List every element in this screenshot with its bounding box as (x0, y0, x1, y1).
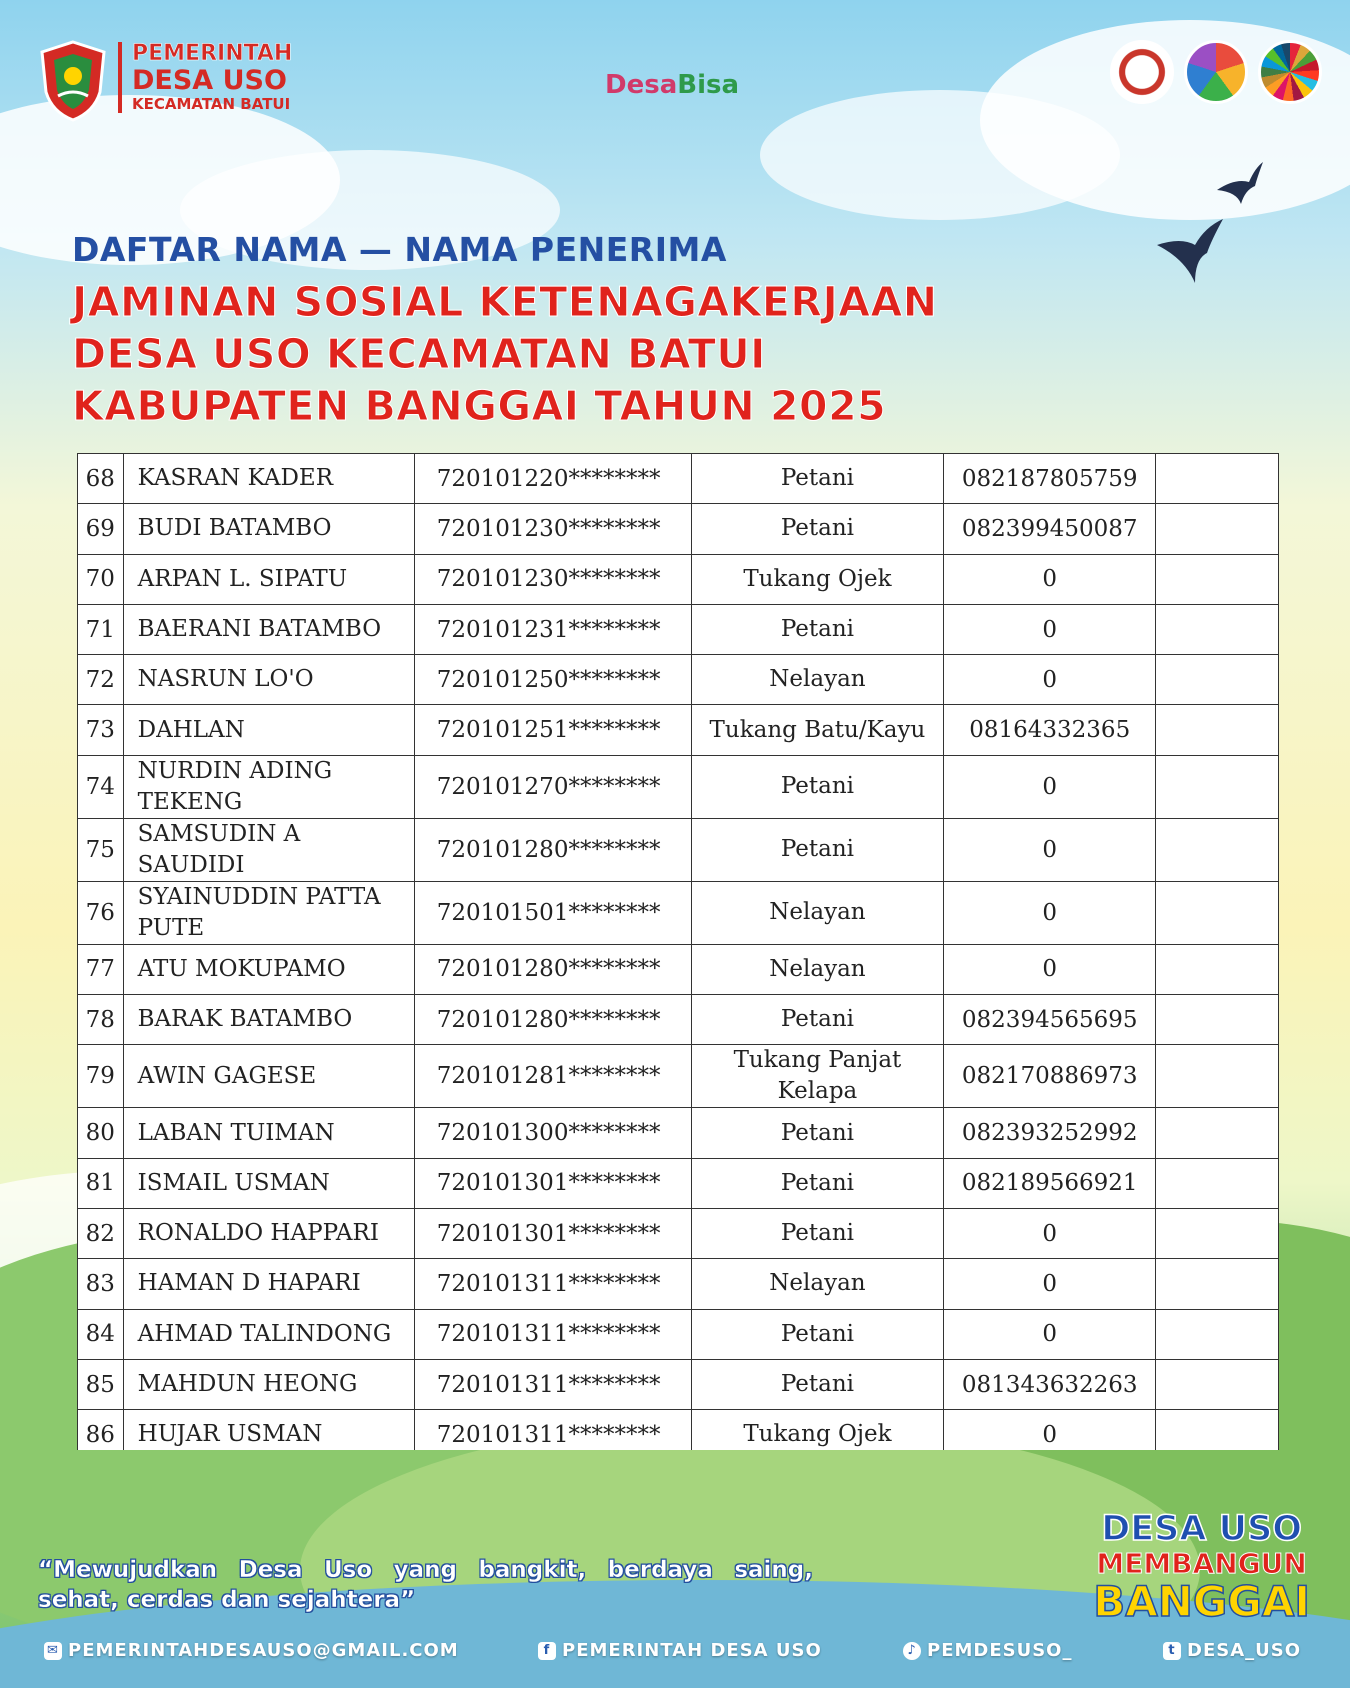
brand-line-3: KECAMATAN BATUI (132, 95, 291, 113)
empty-cell (1156, 755, 1279, 818)
table-row (78, 881, 1279, 944)
slogan-line-3: BANGGAI (1093, 1577, 1310, 1626)
empty-cell (1156, 1158, 1279, 1208)
recipient-nik: 720101280******** (414, 995, 691, 1045)
row-number: 79 (78, 1045, 124, 1108)
table-row (78, 554, 1279, 604)
ministry-logo-icon (1110, 40, 1174, 104)
recipient-nik: 720101230******** (414, 554, 691, 604)
recipient-occupation: Petani (691, 454, 944, 504)
bird-icon (1155, 215, 1225, 285)
row-number: 86 (78, 1410, 124, 1450)
footer-facebook[interactable] (538, 1640, 822, 1661)
village-brand (118, 42, 292, 113)
recipient-name: HAMAN D HAPARI (123, 1259, 414, 1309)
sdgs-wheel-icon (1258, 40, 1322, 104)
recipient-phone: 08164332365 (944, 705, 1156, 755)
recipient-occupation: Petani (691, 1359, 944, 1409)
recipient-occupation: Nelayan (691, 1259, 944, 1309)
recipient-name: LABAN TUIMAN (123, 1108, 414, 1158)
empty-cell (1156, 1045, 1279, 1108)
recipient-name: ATU MOKUPAMO (123, 944, 414, 994)
row-number: 68 (78, 454, 124, 504)
empty-cell (1156, 1410, 1279, 1450)
slogan-line-1: DESA USO (1101, 1509, 1303, 1549)
table-row (78, 604, 1279, 654)
recipient-nik: 720101311******** (414, 1309, 691, 1359)
row-number: 80 (78, 1108, 124, 1158)
footer-tiktok-text: PEMDESUSO_ (927, 1640, 1073, 1661)
empty-cell (1156, 1259, 1279, 1309)
table-row (78, 944, 1279, 994)
recipient-occupation: Petani (691, 755, 944, 818)
row-number: 81 (78, 1158, 124, 1208)
footer-email[interactable] (44, 1640, 459, 1661)
desa-cerdas-logo-icon (1184, 40, 1248, 104)
table-row (78, 655, 1279, 705)
footer-email-text: PEMERINTAHDESAUSO@GMAIL.COM (68, 1640, 459, 1661)
mail-icon: ✉ (44, 1642, 62, 1660)
recipient-phone: 0 (944, 881, 1156, 944)
row-number: 76 (78, 881, 124, 944)
recipient-name: ARPAN L. SIPATU (123, 554, 414, 604)
empty-cell (1156, 604, 1279, 654)
footer-twitter[interactable] (1163, 1640, 1301, 1661)
recipient-occupation: Tukang Batu/Kayu (691, 705, 944, 755)
title-line-3: DESA USO KECAMATAN BATUI (72, 330, 766, 378)
recipient-nik: 720101231******** (414, 604, 691, 654)
empty-cell (1156, 705, 1279, 755)
empty-cell (1156, 818, 1279, 881)
recipient-nik: 720101270******** (414, 755, 691, 818)
recipient-table-body (78, 454, 1279, 1451)
table-row (78, 1410, 1279, 1450)
recipient-name: NURDIN ADING TEKENG (123, 755, 414, 818)
contact-footer (0, 1640, 1350, 1670)
recipient-nik: 720101250******** (414, 655, 691, 705)
row-number: 71 (78, 604, 124, 654)
recipient-occupation: Petani (691, 995, 944, 1045)
recipient-nik: 720101311******** (414, 1410, 691, 1450)
empty-cell (1156, 1359, 1279, 1409)
table-row (78, 454, 1279, 504)
recipient-phone: 082399450087 (944, 504, 1156, 554)
table-row (78, 705, 1279, 755)
footer-facebook-text: PEMERINTAH DESA USO (562, 1640, 822, 1661)
recipient-phone: 081343632263 (944, 1359, 1156, 1409)
recipient-name: SAMSUDIN A SAUDIDI (123, 818, 414, 881)
empty-cell (1156, 1309, 1279, 1359)
table-row (78, 1309, 1279, 1359)
empty-cell (1156, 881, 1279, 944)
recipient-occupation: Tukang Ojek (691, 1410, 944, 1450)
recipient-name: DAHLAN (123, 705, 414, 755)
recipient-nik: 720101301******** (414, 1208, 691, 1258)
recipient-table (77, 453, 1279, 1450)
row-number: 72 (78, 655, 124, 705)
recipient-phone: 0 (944, 604, 1156, 654)
title-line-2: JAMINAN SOSIAL KETENAGAKERJAAN (72, 278, 938, 326)
row-number: 73 (78, 705, 124, 755)
table-row (78, 1259, 1279, 1309)
empty-cell (1156, 944, 1279, 994)
recipient-phone: 082393252992 (944, 1108, 1156, 1158)
recipient-phone: 082394565695 (944, 995, 1156, 1045)
recipient-phone: 0 (944, 944, 1156, 994)
recipient-occupation: Tukang Ojek (691, 554, 944, 604)
facebook-icon: f (538, 1642, 556, 1660)
table-row (78, 1108, 1279, 1158)
recipient-nik: 720101301******** (414, 1158, 691, 1208)
tiktok-icon: ♪ (903, 1642, 921, 1660)
table-row (78, 818, 1279, 881)
bird-icon (1215, 160, 1265, 205)
recipient-phone: 0 (944, 655, 1156, 705)
table-row (78, 995, 1279, 1045)
empty-cell (1156, 454, 1279, 504)
row-number: 75 (78, 818, 124, 881)
recipient-occupation: Nelayan (691, 881, 944, 944)
recipient-phone: 0 (944, 1259, 1156, 1309)
row-number: 69 (78, 504, 124, 554)
row-number: 82 (78, 1208, 124, 1258)
brand-line-1: PEMERINTAH (132, 41, 293, 66)
motto-text: “Mewujudkan Desa Uso yang bangkit, berdaya saing, sehat, cerdas dan sejahtera” (38, 1557, 813, 1613)
row-number: 83 (78, 1259, 124, 1309)
footer-tiktok[interactable] (903, 1640, 1072, 1661)
recipient-phone: 0 (944, 554, 1156, 604)
recipient-name: ISMAIL USMAN (123, 1158, 414, 1208)
recipient-nik: 720101230******** (414, 504, 691, 554)
recipient-phone: 082170886973 (944, 1045, 1156, 1108)
recipient-name: SYAINUDDIN PATTA PUTE (123, 881, 414, 944)
recipient-occupation: Tukang Panjat Kelapa (691, 1045, 944, 1108)
empty-cell (1156, 554, 1279, 604)
recipient-phone: 082189566921 (944, 1158, 1156, 1208)
table-row (78, 755, 1279, 818)
village-emblem-icon (38, 40, 108, 122)
recipient-phone: 082187805759 (944, 454, 1156, 504)
partner-logos (1110, 40, 1322, 104)
table-row (78, 1158, 1279, 1208)
recipient-phone: 0 (944, 1309, 1156, 1359)
recipient-phone: 0 (944, 1410, 1156, 1450)
recipient-nik: 720101311******** (414, 1259, 691, 1309)
recipient-occupation: Petani (691, 604, 944, 654)
slogan-badge (1093, 1510, 1310, 1624)
row-number: 78 (78, 995, 124, 1045)
footer-twitter-text: DESA_USO (1187, 1640, 1302, 1661)
recipient-occupation: Nelayan (691, 655, 944, 705)
desa-bisa-logo: DesaBisa (605, 70, 739, 100)
recipient-nik: 720101281******** (414, 1045, 691, 1108)
row-number: 74 (78, 755, 124, 818)
title-line-4: KABUPATEN BANGGAI TAHUN 2025 (72, 382, 887, 430)
recipient-occupation: Petani (691, 1158, 944, 1208)
empty-cell (1156, 655, 1279, 705)
recipient-occupation: Petani (691, 504, 944, 554)
row-number: 70 (78, 554, 124, 604)
recipient-nik: 720101280******** (414, 818, 691, 881)
recipient-name: MAHDUN HEONG (123, 1359, 414, 1409)
empty-cell (1156, 1108, 1279, 1158)
recipient-occupation: Petani (691, 1108, 944, 1158)
recipient-occupation: Petani (691, 1309, 944, 1359)
recipient-phone: 0 (944, 1208, 1156, 1258)
recipient-name: KASRAN KADER (123, 454, 414, 504)
recipient-name: BAERANI BATAMBO (123, 604, 414, 654)
recipient-occupation: Petani (691, 1208, 944, 1258)
recipient-name: BARAK BATAMBO (123, 995, 414, 1045)
recipient-name: AWIN GAGESE (123, 1045, 414, 1108)
recipient-nik: 720101501******** (414, 881, 691, 944)
recipient-nik: 720101251******** (414, 705, 691, 755)
recipient-phone: 0 (944, 818, 1156, 881)
empty-cell (1156, 1208, 1279, 1258)
recipient-occupation: Nelayan (691, 944, 944, 994)
recipient-nik: 720101220******** (414, 454, 691, 504)
table-row (78, 1045, 1279, 1108)
recipient-phone: 0 (944, 755, 1156, 818)
table-row (78, 1359, 1279, 1409)
row-number: 77 (78, 944, 124, 994)
table-row (78, 1208, 1279, 1258)
title-subheading: DAFTAR NAMA — NAMA PENERIMA (72, 230, 727, 269)
brand-line-2: DESA USO (132, 65, 287, 96)
recipient-name: NASRUN LO'O (123, 655, 414, 705)
recipient-name: HUJAR USMAN (123, 1410, 414, 1450)
empty-cell (1156, 995, 1279, 1045)
recipient-name: BUDI BATAMBO (123, 504, 414, 554)
title-main (72, 276, 938, 432)
recipient-name: AHMAD TALINDONG (123, 1309, 414, 1359)
row-number: 84 (78, 1309, 124, 1359)
row-number: 85 (78, 1359, 124, 1409)
table-row (78, 504, 1279, 554)
recipient-occupation: Petani (691, 818, 944, 881)
recipient-nik: 720101280******** (414, 944, 691, 994)
twitter-icon: t (1163, 1642, 1181, 1660)
recipient-nik: 720101311******** (414, 1359, 691, 1409)
recipient-name: RONALDO HAPPARI (123, 1208, 414, 1258)
slogan-line-2: MEMBANGUN (1096, 1547, 1307, 1580)
empty-cell (1156, 504, 1279, 554)
recipient-nik: 720101300******** (414, 1108, 691, 1158)
